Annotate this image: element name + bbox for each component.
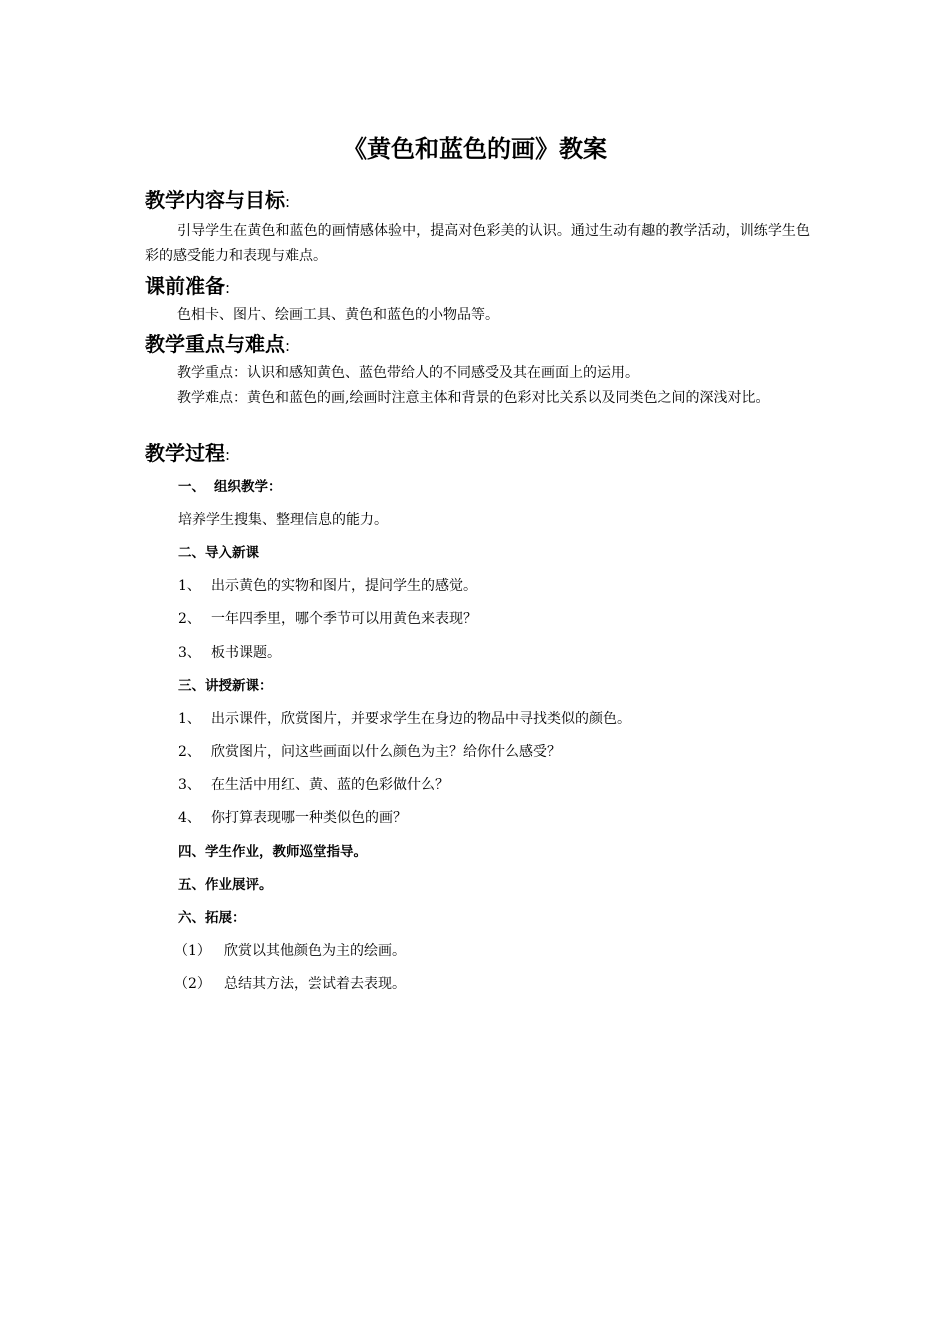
step6-item-2-text: 总结其方法，尝试着去表现。 (224, 976, 406, 992)
heading-key-points-text: 教学重点与难点 (145, 332, 285, 356)
step3-item-4-number: 4、 (178, 810, 201, 826)
heading-process-colon: : (225, 446, 231, 464)
heading-process-text: 教学过程 (145, 441, 225, 465)
step2-item-1-text: 出示黄色的实物和图片，提问学生的感觉。 (211, 578, 477, 594)
step3-item-2-text: 欣赏图片，问这些画面以什么颜色为主？给你什么感受？ (211, 744, 561, 760)
step3-item-2-number: 2、 (178, 744, 201, 760)
step6-item-1-number: （1） (174, 943, 211, 959)
step3-item-1-text: 出示课件，欣赏图片，并要求学生在身边的物品中寻找类似的颜色。 (211, 711, 631, 727)
step2-item-2 (178, 608, 477, 630)
heading-key-points (145, 330, 290, 360)
step2-item-3-text: 板书课题。 (211, 645, 281, 661)
preparation-paragraph: 色相卡、图片、绘画工具、黄色和蓝色的小物品等。 (177, 307, 499, 323)
step2-item-3 (178, 642, 281, 664)
step2-item-2-text: 一年四季里，哪个季节可以用黄色来表现？ (211, 611, 477, 627)
step3-item-1 (178, 708, 631, 730)
step2-item-1 (178, 575, 477, 597)
step6-item-2-number: （2） (174, 976, 211, 992)
step3-item-1-number: 1、 (178, 711, 201, 727)
step3-item-3 (178, 774, 449, 796)
heading-process (145, 439, 230, 469)
step2-item-2-number: 2、 (178, 611, 201, 627)
heading-objectives-text: 教学内容与目标 (145, 188, 285, 212)
step1-title-text: 组织教学： (214, 479, 282, 495)
step5-title: 五、作业展评。 (178, 877, 273, 893)
heading-key-points-colon: : (285, 337, 291, 355)
objectives-paragraph: 引导学生在黄色和蓝色的画情感体验中，提高对色彩美的认识。通过生动有趣的教学活动，训练学生色彩的感受能力和表现与难点。 (145, 223, 810, 264)
heading-objectives-colon: : (285, 193, 291, 211)
document-title: 《黄色和蓝色的画》教案 (343, 135, 607, 163)
step1-text: 培养学生搜集、整理信息的能力。 (178, 512, 388, 528)
step6-item-1 (174, 940, 406, 962)
step6-title: 六、拓展： (178, 910, 246, 926)
focus-paragraph: 教学重点：认识和感知黄色、蓝色带给人的不同感受及其在画面上的运用。 (177, 365, 639, 381)
heading-preparation-text: 课前准备 (145, 274, 225, 298)
step3-item-2 (178, 741, 561, 763)
step2-item-3-number: 3、 (178, 645, 201, 661)
step1-number: 一、 (178, 479, 205, 495)
step3-item-3-number: 3、 (178, 777, 201, 793)
step6-item-2 (174, 973, 406, 995)
heading-preparation (145, 272, 230, 302)
step3-item-3-text: 在生活中用红、黄、蓝的色彩做什么？ (211, 777, 449, 793)
step4-title: 四、学生作业，教师巡堂指导。 (178, 844, 367, 860)
heading-objectives (145, 186, 290, 216)
step3-title: 三、讲授新课： (178, 678, 273, 694)
step2-title: 二、导入新课 (178, 545, 259, 561)
heading-preparation-colon: : (225, 279, 231, 297)
step3-item-4 (178, 807, 407, 829)
step1-title (178, 476, 282, 498)
step6-item-1-text: 欣赏以其他颜色为主的绘画。 (224, 943, 406, 959)
step2-item-1-number: 1、 (178, 578, 201, 594)
step3-item-4-text: 你打算表现哪一种类似色的画？ (211, 810, 407, 826)
difficulty-paragraph: 教学难点：黄色和蓝色的画,绘画时注意主体和背景的色彩对比关系以及同类色之间的深浅对比。 (177, 390, 770, 406)
